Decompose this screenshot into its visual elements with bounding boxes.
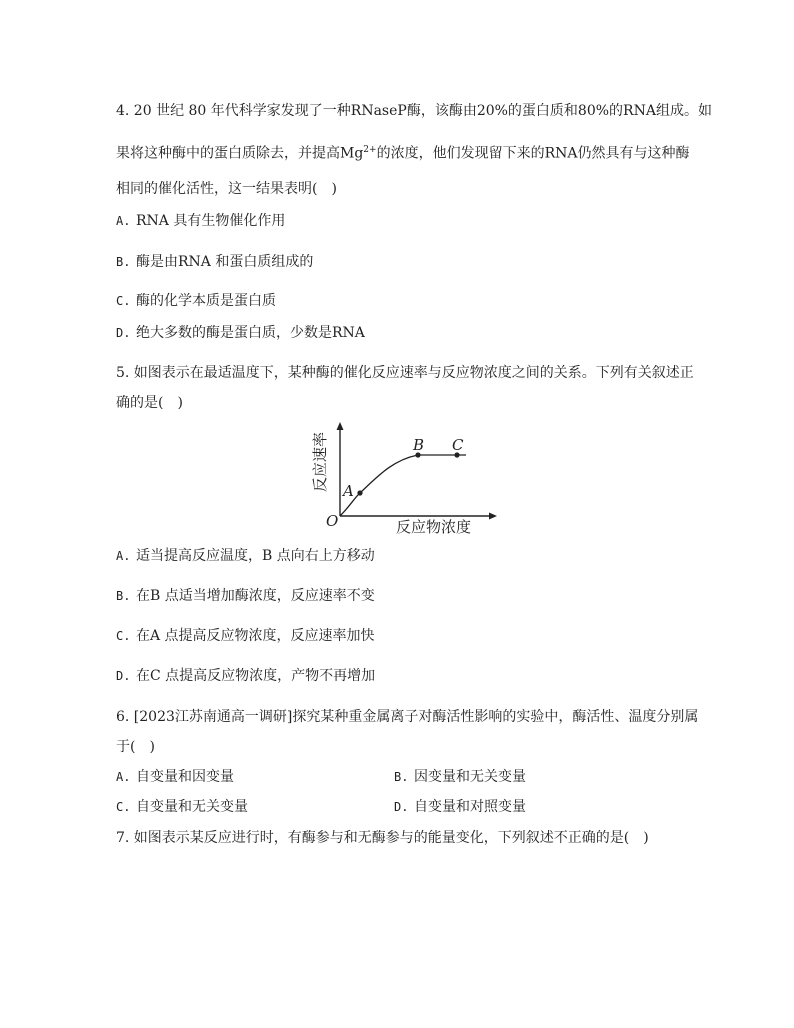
option-text: 绝大多数的酶是蛋白质，少数是RNA bbox=[136, 325, 365, 341]
option-text: 酶的化学本质是蛋白质 bbox=[136, 293, 276, 309]
option-label: C. bbox=[116, 294, 131, 308]
q7-stem-line1: 7. 如图表示某反应进行时，有酶参与和无酶参与的能量变化，下列叙述不正确的是( ) bbox=[116, 830, 649, 846]
q4-stem-line2 bbox=[116, 141, 689, 163]
point-a-label: A bbox=[343, 482, 354, 500]
option-label: B. bbox=[116, 589, 131, 603]
rate-concentration-chart bbox=[300, 420, 500, 540]
q5-option-a bbox=[116, 547, 375, 565]
x-axis-label: 反应物浓度 bbox=[396, 518, 472, 536]
q4-superscript: 2+ bbox=[363, 145, 377, 155]
q4-option-d bbox=[116, 324, 365, 342]
option-label: A. bbox=[116, 549, 131, 563]
option-text: 在B 点适当增加酶浓度，反应速率不变 bbox=[136, 588, 375, 604]
q4-stem-line1: 4. 20 世纪 80 年代科学家发现了一种RNaseP酶，该酶由20%的蛋白质和80%的RNA组成。如 bbox=[116, 103, 712, 119]
option-label: D. bbox=[394, 800, 409, 814]
q5-option-d bbox=[116, 667, 375, 685]
q5-stem-line2: 确的是( ) bbox=[116, 395, 183, 411]
q5-option-c bbox=[116, 627, 375, 645]
option-label: D. bbox=[116, 326, 131, 340]
option-label: B. bbox=[116, 255, 131, 269]
option-text: 自变量和因变量 bbox=[136, 769, 234, 785]
option-label: A. bbox=[116, 214, 131, 228]
option-text: 自变量和无关变量 bbox=[136, 799, 248, 815]
q4-option-b bbox=[116, 253, 313, 271]
point-a-dot bbox=[357, 490, 362, 495]
q5-stem-line1: 5. 如图表示在最适温度下，某种酶的催化反应速率与反应物浓度之间的关系。下列有关叙述正 bbox=[116, 365, 694, 381]
option-text: 因变量和无关变量 bbox=[414, 769, 526, 785]
q6-option-d bbox=[394, 798, 526, 816]
y-axis-arrow bbox=[337, 422, 344, 430]
option-text: 酶是由RNA 和蛋白质组成的 bbox=[136, 254, 314, 270]
option-label: C. bbox=[116, 629, 131, 643]
q4-option-a bbox=[116, 212, 285, 230]
origin-label: O bbox=[326, 512, 339, 530]
x-axis-arrow bbox=[489, 513, 497, 520]
q6-option-b bbox=[394, 768, 526, 786]
y-axis-label: 反应速率 bbox=[311, 431, 329, 492]
option-text: 在C 点提高反应物浓度，产物不再增加 bbox=[136, 668, 376, 684]
rate-curve bbox=[340, 455, 466, 516]
point-c-label: C bbox=[452, 436, 464, 454]
option-text: 自变量和对照变量 bbox=[414, 799, 526, 815]
q6-stem-line1: 6. [2023江苏南通高一调研]探究某种重金属离子对酶活性影响的实验中，酶活性、温度分别属 bbox=[116, 709, 699, 725]
point-b-label: B bbox=[413, 436, 425, 454]
option-label: A. bbox=[116, 770, 131, 784]
option-label: B. bbox=[394, 770, 409, 784]
option-text: 适当提高反应温度，B 点向右上方移动 bbox=[136, 548, 375, 564]
option-label: C. bbox=[116, 800, 131, 814]
q4-stem-line2-a: 果将这种酶中的蛋白质除去，并提高Mg bbox=[116, 145, 364, 162]
option-text: RNA 具有生物催化作用 bbox=[136, 213, 286, 229]
q6-option-a bbox=[116, 768, 234, 786]
q5-option-b bbox=[116, 587, 375, 605]
q4-option-c bbox=[116, 292, 276, 310]
option-label: D. bbox=[116, 669, 131, 683]
option-text: 在A 点提高反应物浓度，反应速率加快 bbox=[136, 628, 375, 644]
q4-stem-line2-b: 的浓度，他们发现留下来的RNA仍然具有与这种酶 bbox=[376, 145, 690, 162]
q6-option-c bbox=[116, 798, 248, 816]
q6-stem-line2: 于( ) bbox=[116, 739, 155, 755]
q4-stem-line3: 相同的催化活性，这一结果表明( ) bbox=[116, 181, 337, 197]
